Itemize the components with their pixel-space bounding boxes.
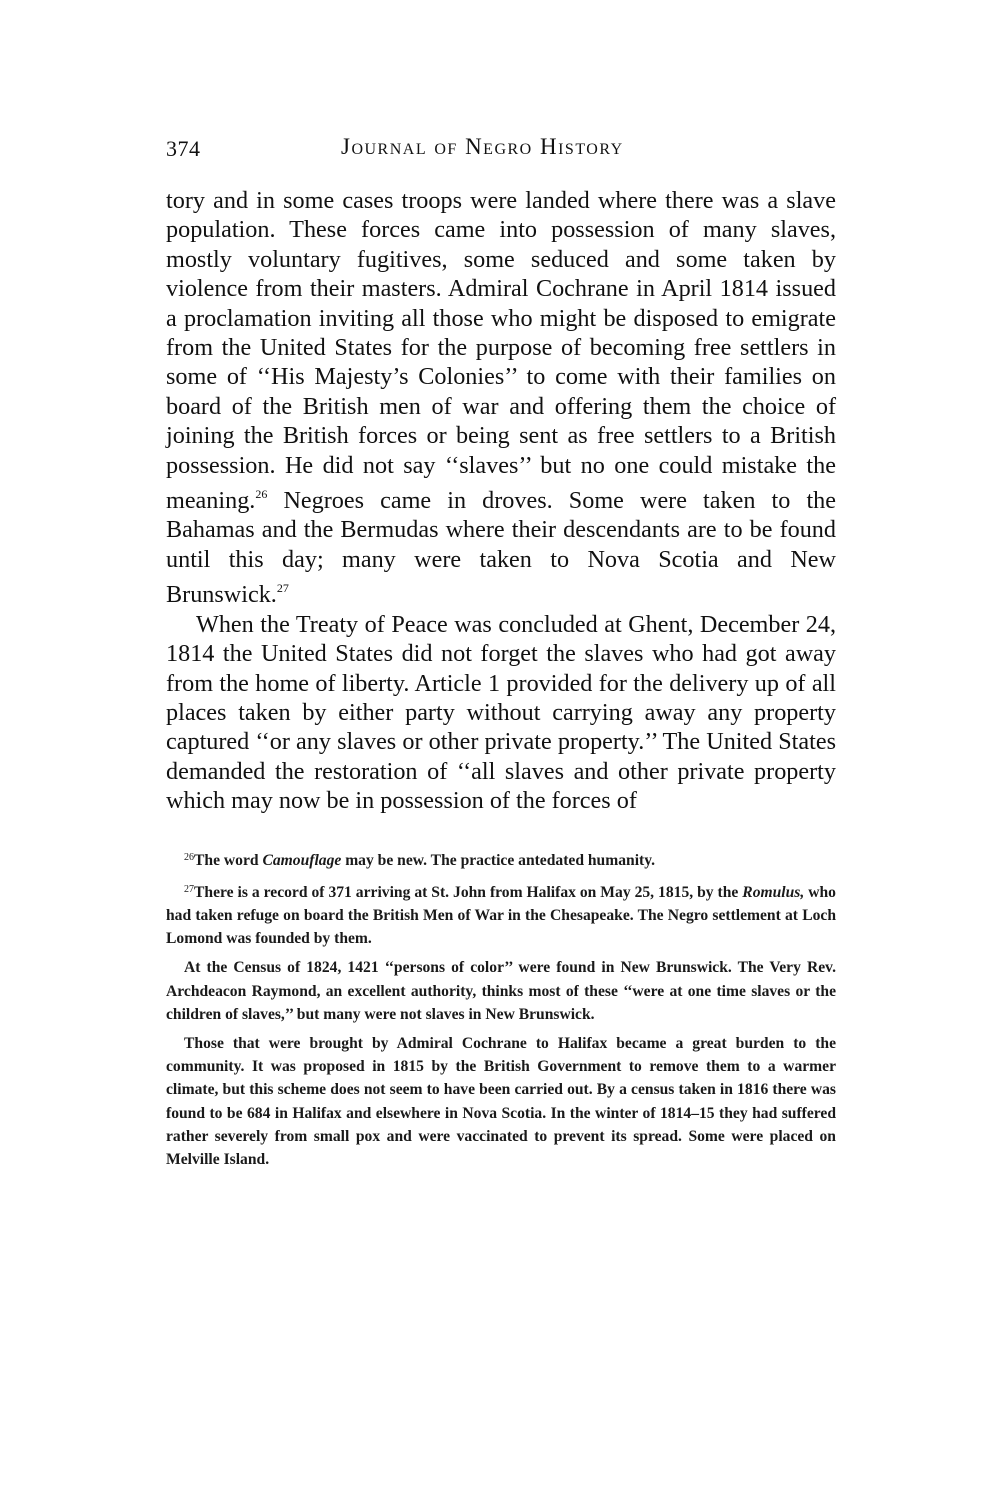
footnote-26-italic: Camouflage: [262, 851, 342, 869]
body-paragraph-1-part-2: Negroes came in droves. Some were taken to the Bahamas and the Bermudas where their descendants are to be found until this day; many were taken to Nova Scotia and New Brunswick.: [166, 487, 836, 609]
footnote-27-text-after: who had taken refuge on board the British Men of War in the Chesapeake. The Negro settlement at Loch Lomond was founded by them.: [166, 883, 836, 948]
footnotes: [166, 846, 836, 1172]
footnote-26-text-after: may be new. The practice antedated humanity.: [341, 851, 656, 869]
footnote-ref-26: 26: [255, 487, 268, 502]
footnote-census-paragraph: At the Census of 1824, 1421 ‘‘persons of color’’ were found in New Brunswick. The Very Rev. Archdeacon Raymond, an excellent authority, thinks most of these ‘‘were at one time slaves or the children of slaves,’’ but many were not slaves in New Brunswick.: [166, 959, 836, 1023]
body-paragraph-1: [166, 186, 836, 610]
footnote-27: [166, 878, 836, 951]
footnote-27-mark: 27: [184, 883, 194, 895]
body-paragraph-1-part-1: tory and in some cases troops were landed where there was a slave population. These forces came into possession of many slaves, mostly voluntary fugitives, some seduced and some taken by violence from their masters. Admiral Cochrane in April 1814 issued a proclamation inviting all those who might be disposed to emigrate from the United States for the purpose of becoming free settlers in some of ‘‘His Majesty’s Colonies’’ to come with their families on board of the British men of war and offering them the choice of joining the British forces or being sent as free settlers to a British possession. He did not say ‘‘slaves’’ but no one could mistake the meaning.: [166, 187, 836, 515]
footnote-cochrane-paragraph: Those that were brought by Admiral Cochrane to Halifax became a great burden to the community. It was proposed in 1815 by the British Government to remove them to a warmer climate, but this scheme does not seem to have been carried out. By a census taken in 1816 there was found to be 684 in Halifax and elsewhere in Nova Scotia. In the winter of 1814–15 they had suffered rather severely from small pox and were vaccinated to prevent its spread. Some were placed on Melville Island.: [166, 1034, 836, 1168]
page-number: 374: [166, 136, 201, 161]
footnote-26-text-before: The word: [194, 851, 263, 869]
running-head: [166, 130, 836, 170]
document-page: [166, 130, 836, 1177]
footnote-26-mark: 26: [184, 851, 194, 863]
footnote-26: [166, 846, 836, 872]
journal-title: Journal of Negro History: [341, 134, 624, 159]
body-text: [166, 186, 836, 816]
footnote-27-text-before: There is a record of 371 arriving at St. John from Halifax on May 25, 1815, by the: [194, 883, 743, 901]
footnote-27-italic: Romulus,: [742, 883, 805, 901]
body-paragraph-2: When the Treaty of Peace was concluded at Ghent, December 24, 1814 the United States did not forget the slaves who had got away from the home of liberty. Article 1 provided for the delivery up of all places taken by either party without carrying away any property captured ‘‘or any slaves or other private property.’’ The United States demanded the restoration of ‘‘all slaves and other private property which may now be in possession of the forces of: [166, 610, 836, 815]
footnote-ref-27: 27: [276, 581, 289, 596]
